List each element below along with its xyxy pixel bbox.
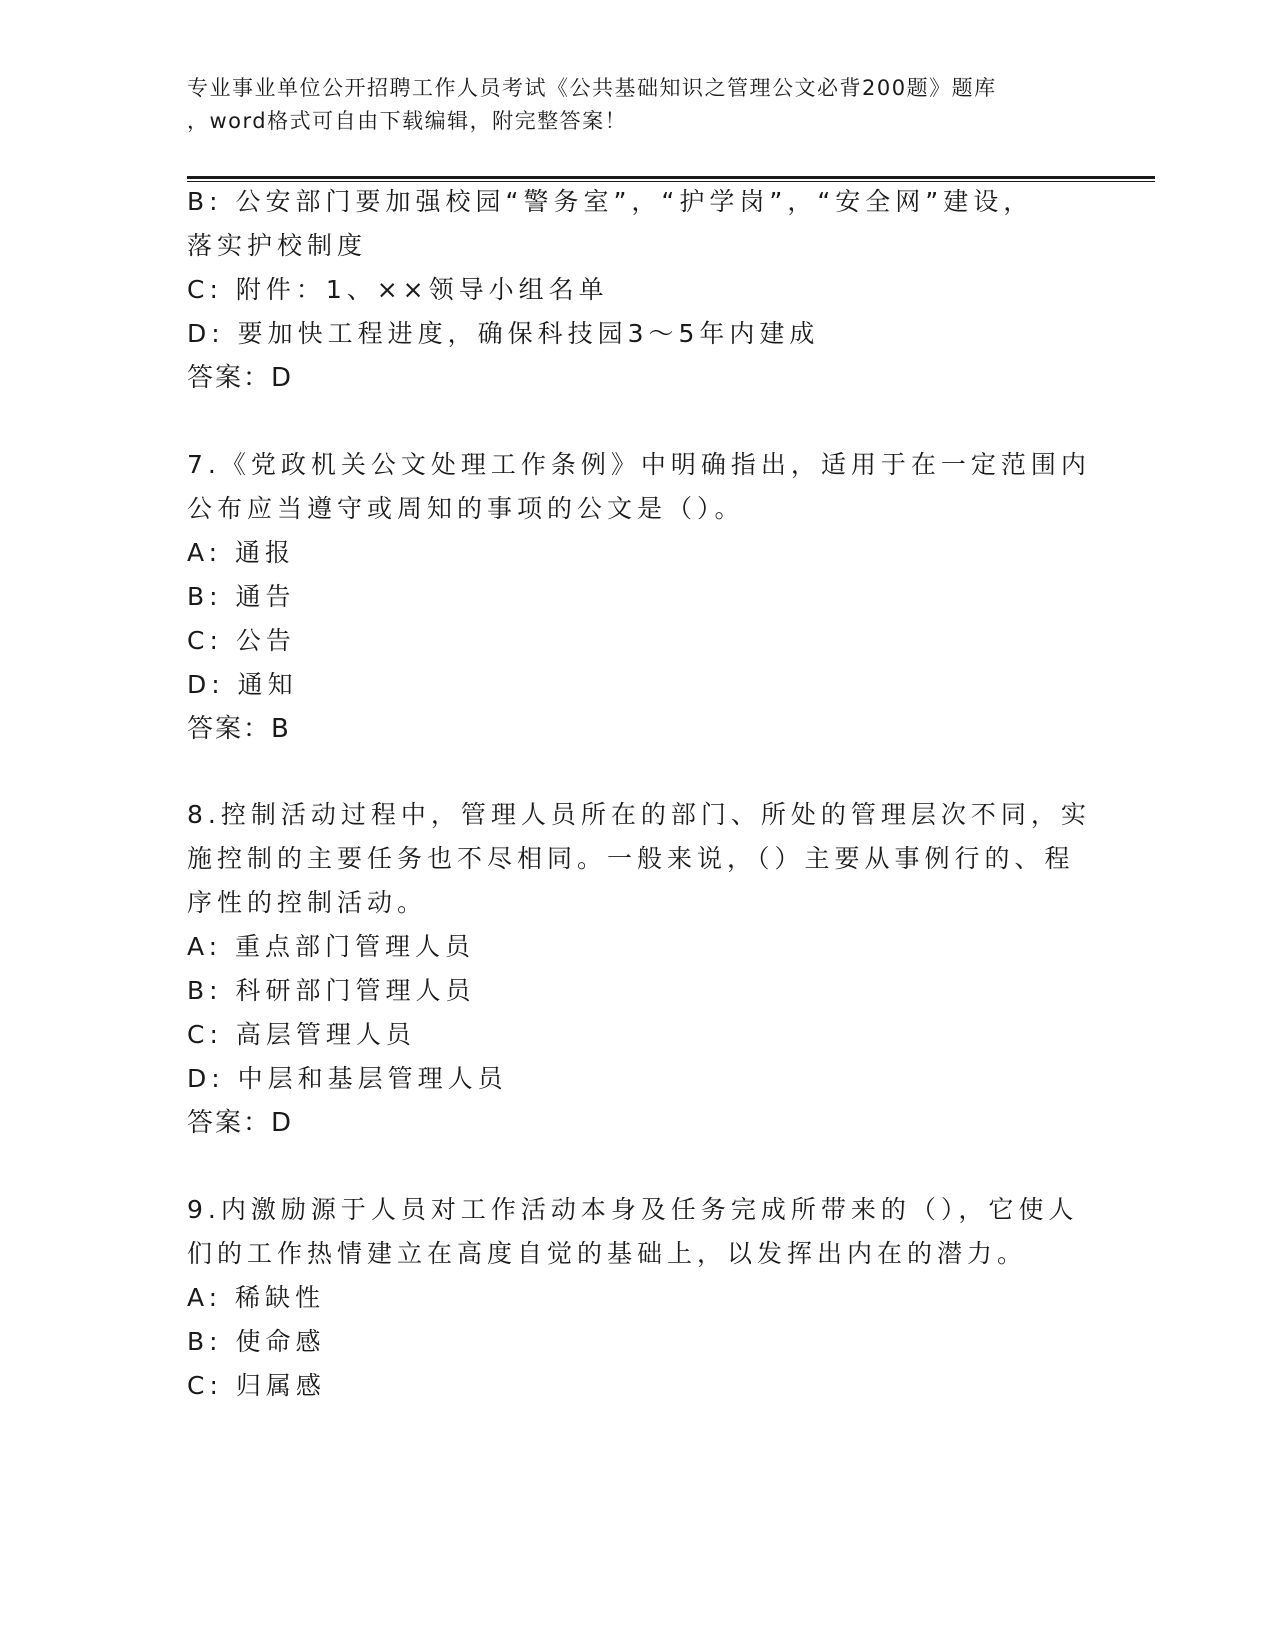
q7-option-a: A: 通报 bbox=[187, 538, 296, 567]
q7-stem-line2: 公布应当遵守或周知的事项的公文是（）。 bbox=[187, 494, 745, 523]
prev-option-b-line2: 落实护校制度 bbox=[187, 231, 368, 260]
q8-option-a: A: 重点部门管理人员 bbox=[187, 932, 476, 961]
q8-option-b: B: 科研部门管理人员 bbox=[187, 976, 476, 1005]
q9-option-c: C: 归属感 bbox=[187, 1371, 326, 1400]
q9-option-a: A: 稀缺性 bbox=[187, 1283, 326, 1312]
q7-stem-line1: 7.《党政机关公文处理工作条例》中明确指出，适用于在一定范围内 bbox=[187, 450, 1091, 479]
q8-option-d: D: 中层和基层管理人员 bbox=[187, 1064, 508, 1093]
q8-stem-line2: 施控制的主要任务也不尽相同。一般来说，（）主要从事例行的、程 bbox=[187, 844, 1075, 873]
header-divider bbox=[187, 176, 1155, 179]
prev-answer: 答案：D bbox=[187, 363, 294, 393]
prev-option-b-line1: B: 公安部门要加强校园“警务室”，“护学岗”，“安全网”建设， bbox=[187, 187, 1034, 216]
q8-stem-line3: 序性的控制活动。 bbox=[187, 888, 428, 917]
prev-option-d: D: 要加快工程进度，确保科技园3～5年内建成 bbox=[187, 319, 820, 348]
prev-option-c: C: 附件：1、××领导小组名单 bbox=[187, 275, 609, 304]
q7-option-c: C: 公告 bbox=[187, 626, 296, 655]
document-header bbox=[187, 72, 1087, 138]
q9-stem-line2: 们的工作热情建立在高度自觉的基础上，以发挥出内在的潜力。 bbox=[187, 1239, 1028, 1268]
q7-answer: 答案：B bbox=[187, 714, 291, 744]
header-divider-thin bbox=[187, 181, 1155, 182]
header-title-line1: 专业事业单位公开招聘工作人员考试《公共基础知识之管理公文必背200题》题库 bbox=[187, 76, 997, 100]
q9-stem-line1: 9.内激励源于人员对工作活动本身及任务完成所带来的（），它使人 bbox=[187, 1195, 1079, 1224]
q9-option-b: B: 使命感 bbox=[187, 1327, 326, 1356]
q8-option-c: C: 高层管理人员 bbox=[187, 1020, 416, 1049]
header-title-line2: ，word格式可自由下载编辑，附完整答案！ bbox=[187, 109, 628, 133]
q7-option-d: D: 通知 bbox=[187, 670, 298, 699]
q8-answer: 答案：D bbox=[187, 1108, 294, 1138]
q8-stem-line1: 8.控制活动过程中，管理人员所在的部门、所处的管理层次不同，实 bbox=[187, 800, 1091, 829]
q7-option-b: B: 通告 bbox=[187, 582, 296, 611]
